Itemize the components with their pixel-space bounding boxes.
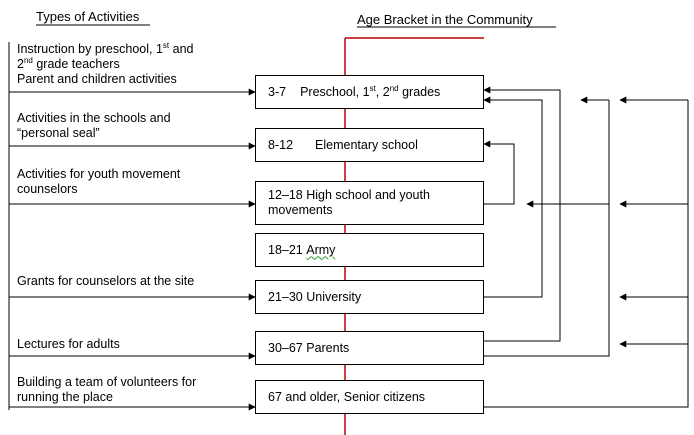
- seniors-bus: [484, 100, 688, 407]
- activity-lectures: Lectures for adults: [17, 337, 120, 351]
- loop-highschool-to-elementary: [484, 144, 514, 204]
- age-bracket-header: Age Bracket in the Community: [357, 12, 533, 27]
- activity-volunteers: Building a team of volunteers for running the place: [17, 375, 197, 404]
- loop-university-to-preschool: [484, 100, 542, 297]
- loop-parents-to-preschool: [484, 90, 560, 341]
- age-box-preschool: 3-7 Preschool, 1st, 2nd grades: [255, 75, 484, 109]
- activity-youth-counselors: Activities for youth movement counselors: [17, 167, 181, 196]
- activities-header: Types of Activities: [36, 9, 140, 24]
- activity-instruction: Instruction by preschool, 1st and 2nd grade teachers Parent and children activities: [17, 40, 194, 86]
- age-box-elementary: 8-12 Elementary school: [255, 128, 484, 162]
- age-box-parents: 30–67 Parents: [255, 331, 484, 365]
- age-box-army: 18–21 Army: [255, 233, 484, 267]
- age-box-seniors: 67 and older, Senior citizens: [255, 380, 484, 414]
- age-box-highschool: 12–18 High school and youth movements: [255, 181, 484, 225]
- activity-schools: Activities in the schools and “personal seal”: [17, 111, 171, 140]
- activity-grants: Grants for counselors at the site: [17, 274, 195, 288]
- parents-bus: [484, 100, 609, 356]
- age-box-university: 21–30 University: [255, 280, 484, 314]
